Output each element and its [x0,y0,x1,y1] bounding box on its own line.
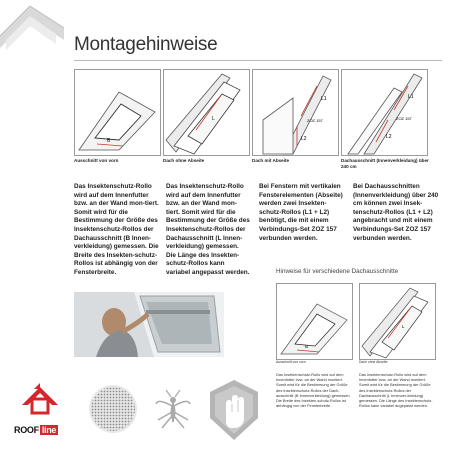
diagram-roof-no-knee-wall [163,69,250,156]
hint-text-front: Das Insektenschutz-Rollo wird auf dem Innenfutter bzw. an der Wand montiert. Somit wird für die Bestimmung der Größe des Insektenschutz-Rollos der Dach-ausschnitt (B Innenverkleidung) gemessen. Die Breite des Insekten-schutz-Rollos ist abhängig von der Fensterbreite. [276,372,351,409]
hint-diagram-no-knee-wall [359,283,436,360]
column-text-4: Bei Dachausschnitten (Innenverkleidung) über 240 cm können zwei Insek-tenschutz-Rollos (L1 + L2) angebracht und mit einem Verbindungs-Set ZOZ 157 verbunden werden. [353,183,439,242]
caption-over-240: Dachausschnitt (Innenverkleidung) über 240 cm [341,158,429,169]
hint-caption-front: Ausschnitt von vorn [276,360,306,364]
svg-text:L: L [402,324,405,329]
diagram-roof-with-knee-wall [252,69,339,156]
column-text-1: Das Insektenschutz-Rollo wird auf dem Innenfutter bzw. an der Wand mon-tiert. Somit wird für die Bestimmung der Größe des Insektenschutz-Rollos der Dachausschnitt (B Innen-verkleidung) gemessen. Die Breite des Insekten-schutz-Rollos ist abhängig von der Fensterbreite. [74,183,159,276]
page-title: Montagehinweise [74,34,218,55]
hint-caption-no-knee-wall: Dach ohne Abseite [359,360,388,364]
caption-no-knee-wall: Dach ohne Abseite [163,158,205,163]
label-l: L [212,116,215,122]
svg-text:L1: L1 [408,94,414,100]
caption-front-cutout: Ausschnitt von vorn [74,158,119,163]
svg-text:L2: L2 [301,136,307,142]
logo-wordmark: ROOF line [14,425,57,435]
hint-text-no-knee-wall: Das Insektenschutz-Rollo wird auf dem Innenfutter bzw. an der Wand montiert. Somit wird für die Bestimmung der Größe des Insektenschutz-Rollos der Dachausschnitt (L Innenver-kleidung) gemessen. Die Länge des Insektenschutz-Rollos kann variabel angepasst werden. [359,372,433,409]
column-text-2: Das Insektenschutz-Rollo wird auf dem Innenfutter bzw. an der Wand mon-tiert. Somit wird für die Bestimmung der Größe des Insektenschutz-Rollos der Dachausschnitt (L Innen-verkleidung) gemessen. Die Länge des Insekten-schutz-Rollos kann variabel angepasst werden. [166,183,250,276]
corner-roof-graphic [0,0,64,64]
svg-text:B: B [305,344,309,349]
mesh-icon [88,384,138,434]
hint-diagram-front [276,283,353,360]
diagram-front-cutout [74,69,161,156]
svg-text:ZOZ 157: ZOZ 157 [396,116,412,121]
hand-stop-icon [206,378,262,442]
title-divider [74,60,442,61]
column-text-3: Bei Fenstern mit vertikalen Fensterelementen (Abseite) werden zwei Insekten-schutz-Rollos (L1 + L2) benötigt, die mit einem Verbindungs-Set ZOZ 157 verbunden werden. [259,183,343,242]
hints-title: Hinweise für verschiedene Dachausschnitte [276,268,399,275]
svg-text:ZOZ 157: ZOZ 157 [307,118,323,123]
label-b: B [107,138,111,144]
svg-text:L1: L1 [321,96,327,102]
caption-with-knee-wall: Dach mit Abseite [252,158,290,163]
product-photo [74,292,224,357]
insect-icon [148,384,198,434]
diagram-cutout-over-240 [341,69,428,156]
svg-text:L2: L2 [386,134,392,140]
